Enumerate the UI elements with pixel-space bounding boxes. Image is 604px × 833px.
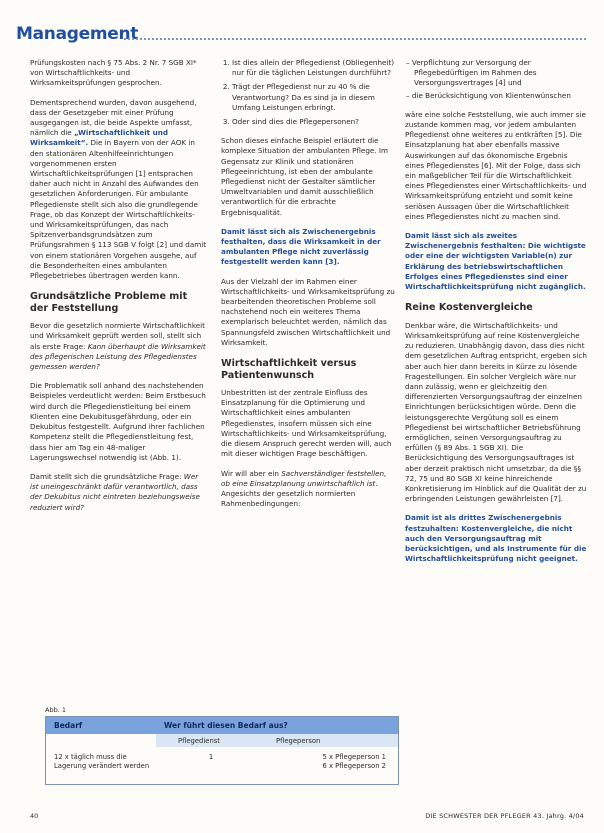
list-item: 1. Ist dies allein der Pflegedienst (Obliegenheit) nur für die täglichen Leistungen durchführt? xyxy=(232,58,397,78)
cell-pflegedienst: 1 xyxy=(208,753,214,761)
paragraph: Bevor die gesetzlich normierte Wirtschaftlichkeit und Wirksamkeit geprüft werden soll, stellt sich als erste Frage: Kann überhaupt die Wirksamkeit des pflegerischen Leistung des Pflegedienstes gemessen werden? xyxy=(30,321,206,372)
cell-pflegeperson: 5 x Pflegeperson 1 6 x Pflegeperson 2 xyxy=(322,753,386,770)
paragraph: Schon dieses einfache Beispiel erläutert die komplexe Situation der ambulanten Pflege. Im Gegensatz zur Klinik und stationären Pflegeeinrichtung, ist eben der ambulante Pflegedienst nicht der Gestalter sämtlicher Umweltvariablen und damit ausschließlich verantwortlich für die erbrachte Ergebnisqualität. xyxy=(221,136,389,217)
paragraph: Wir will aber ein Sachverständiger feststellen, ob eine Einsatzplanung unwirtschaftlich ist. Angesichts der gesetzlich normierten Rahmenbedingungen: xyxy=(221,468,387,509)
footer-publication: DIE SCHWESTER DER PFLEGER 43. Jahrg. 4/04 xyxy=(425,812,584,820)
subheader-pflegeperson: Pflegeperson xyxy=(276,736,321,745)
paragraph: wäre eine solche Feststellung, wie auch immer sie zustande kommen mag, vor jedem ambulanten Pflegedienst ohne weiteres zu entkräften [5]. Die Einsatzplanung hat aber ebenfalls massive Auswirkungen auf das ökonomische Ergebnis eines Pflegedienstes [6]. Mit der Folge, dass sich ein maßgeblicher Teil für die Wirtschaftlichkeit eines Pflegedienstes einer Wirtschaftlichkeits- und Wirksamkeitsprüfung entzieht und somit keine seriösen Aussagen über die Wirtschaftlichkeit eines Pflegedienstes nicht zu machen sind. xyxy=(405,109,587,221)
paragraph: Dementsprechend wurden, davon ausgehend, dass der Gesetzgeber mit einer Prüfung ausgegangen ist, die beide Aspekte umfasst, nämlich die „Wirtschaftlichkeit und Wirksamkeit“. Die in Bayern von der AOK in den stationären Altenhilfeeinrichtungen vorgenommenen ersten Wirtschaftlichkeitsprüfungen [1] entsprachen daher auch nicht in Anzahl des Aufwandes den gesetzlichen Anforderungen. Für ambulante Pflegedienste stellt sich also die grundlegende Frage, ob das Konzept der Wirtschaftlichkeits- und Wirksamkeitsprüfungen, das nach Spitzenverbandsgrundsätzen zum Prüfungsrahmen § 113 SGB V folgt [2] und damit von einem stationären Vorgehen ausgehe, auf die Besonderheiten eines ambulanten Pflegebetriebes übertragen werden kann. xyxy=(30,97,207,281)
interim-result: Damit lässt sich als zweites Zwischenergebnis festhalten: Die wichtigste oder eine der wichtigsten Variable(n) zur Erklärung des betriebswirtschaftlichen Erfolges eines Pflegedienstes sind einer Wirtschaftlichkeitsprüfung nicht zugänglich. xyxy=(405,231,586,292)
section-heading: Wirtschaftlichkeit versus Patientenwunsch xyxy=(221,358,357,381)
cell-bedarf: 12 x täglich muss die Lagerung verändert werden xyxy=(54,753,150,770)
list-item: 3. Oder sind dies die Pflegepersonen? xyxy=(232,117,397,127)
paragraph: Prüfungskosten nach § 75 Abs. 2 Nr. 7 SGB XI* von Wirtschaftlichkeits- und Wirksamkeitsprüfungen gesprochen. xyxy=(30,58,197,88)
paragraph: Aus der Vielzahl der im Rahmen einer Wirtschaftlichkeits- und Wirksamkeitsprüfung zu bearbeitenden theoretischen Probleme soll nachstehend noch ein weiteres Thema exemplarisch beleuchtet werden, nämlich das Spannungsfeld zwischen Wirtschaftlichkeit und Wirksamkeit. xyxy=(221,276,395,347)
figure-subheader-row xyxy=(46,734,398,747)
figure-label: Abb. 1 xyxy=(45,706,66,714)
subheader-spacer xyxy=(46,734,156,747)
title-rule xyxy=(124,38,586,40)
dash-list xyxy=(405,58,587,101)
column-1 xyxy=(30,58,208,522)
header-bedarf: Bedarf xyxy=(54,721,83,730)
figure-header-row xyxy=(46,717,398,734)
section-heading: Grundsätzliche Probleme mit der Feststellung xyxy=(30,291,188,314)
figure-data-row xyxy=(46,747,398,771)
paragraph: Unbestritten ist der zentrale Einfluss des Einsatzplanung für die Optimierung und Wirtschaftlichkeit eines ambulanten Pflegedienstes, insofern müssen sich eine Wirtschaftlichkeits- und Wirksamkeitsprüfung, die diesem Anspruch gerecht werden will, auch mit dieser wichtigen Frage beschäftigen. xyxy=(221,388,392,459)
header-question: Wer führt diesen Bedarf aus? xyxy=(164,721,288,730)
list-item: – Verpflichtung zur Versorgung der Pflegebedürftigen im Rahmen des Versorgungsvertrages [4] und xyxy=(414,58,587,89)
page-number: 40 xyxy=(30,812,39,820)
paragraph: Damit stellt sich die grundsätzliche Frage: Wer ist uneingeschränkt dafür verantwortlich, dass der Dekubitus nicht eintreten beziehungsweise reduziert wird? xyxy=(30,471,200,512)
figure-table xyxy=(45,716,399,785)
column-2 xyxy=(221,58,397,518)
numbered-list xyxy=(221,58,397,127)
list-item: 2. Trägt der Pflegedienst nur zu 40 % die Verantwortung? Da es sind ja in diesem Umfang Leistungen erbringt. xyxy=(232,82,397,113)
column-3 xyxy=(405,58,587,573)
section-heading: Reine Kostenvergleiche xyxy=(405,302,533,314)
list-item: – die Berücksichtigung von Klientenwünschen xyxy=(414,91,587,101)
subheader-pflegedienst: Pflegedienst xyxy=(178,736,220,745)
paragraph: Denkbar wäre, die Wirtschaftlichkeits- und Wirksamkeitsprüfung auf reine Kostenvergleiche zu reduzieren. Unabhängig davon, dass dies nicht dem gesetzlichen Auftrag entspricht, ergeben sich aber auch hier dann bereits in Kürze zu lösende Fragestellungen. Ein solcher Vergleich wäre nur dann zulässig, wenn er gleichzeitig den differenzierten Versorgungsauftrag der einzelnen Einrichtungen berücksichtigen würde. Denn die leistungsgerechte Vergütung soll es einem Pflegedienst bei wirtschaftlicher Betriebsführung ermöglichen, seinen Versorgungsauftrag zu erfüllen (§ 89 Abs. 1 SGB XI). Die Berücksichtigung des Versorgungsauftrages ist aber derzeit praktisch nicht umsetzbar, da die §§ 72, 75 und 80 SGB XI keine hinreichende Konkretisierung im Hinblick auf die Qualität der zu erbringenden Leistungen gewährleisten [7]. xyxy=(405,320,587,504)
paragraph: Die Problematik soll anhand des nachstehenden Beispieles verdeutlicht werden: Beim Erstbesuch wird durch die Pflegedienstleitung bei einem Klienten eine Dekubitusgefährdung, oder ein Dekubitus festgestellt. Aufgrund ihrer fachlichen Kompetenz stellt die Pflegedienstleitung fest, dass hier am Tag ein 48-maliger Lagerungswechsel notwendig ist (Abb. 1). xyxy=(30,381,206,462)
interim-result: Damit ist als drittes Zwischenergebnis festzuhalten: Kostenvergleiche, die nicht auch den Versorgungsauftrag mit berücksichtigen, und als Instrumente für die Wirtschaftlichkeitsprüfung nicht geeignet. xyxy=(405,513,587,564)
interim-result: Damit lässt sich als Zwischenergebnis festhalten, dass die Wirksamkeit in der ambulanten Pflege nicht zuverlässig festgestellt werden kann [3]. xyxy=(221,226,381,267)
page-title: Management xyxy=(16,24,139,44)
